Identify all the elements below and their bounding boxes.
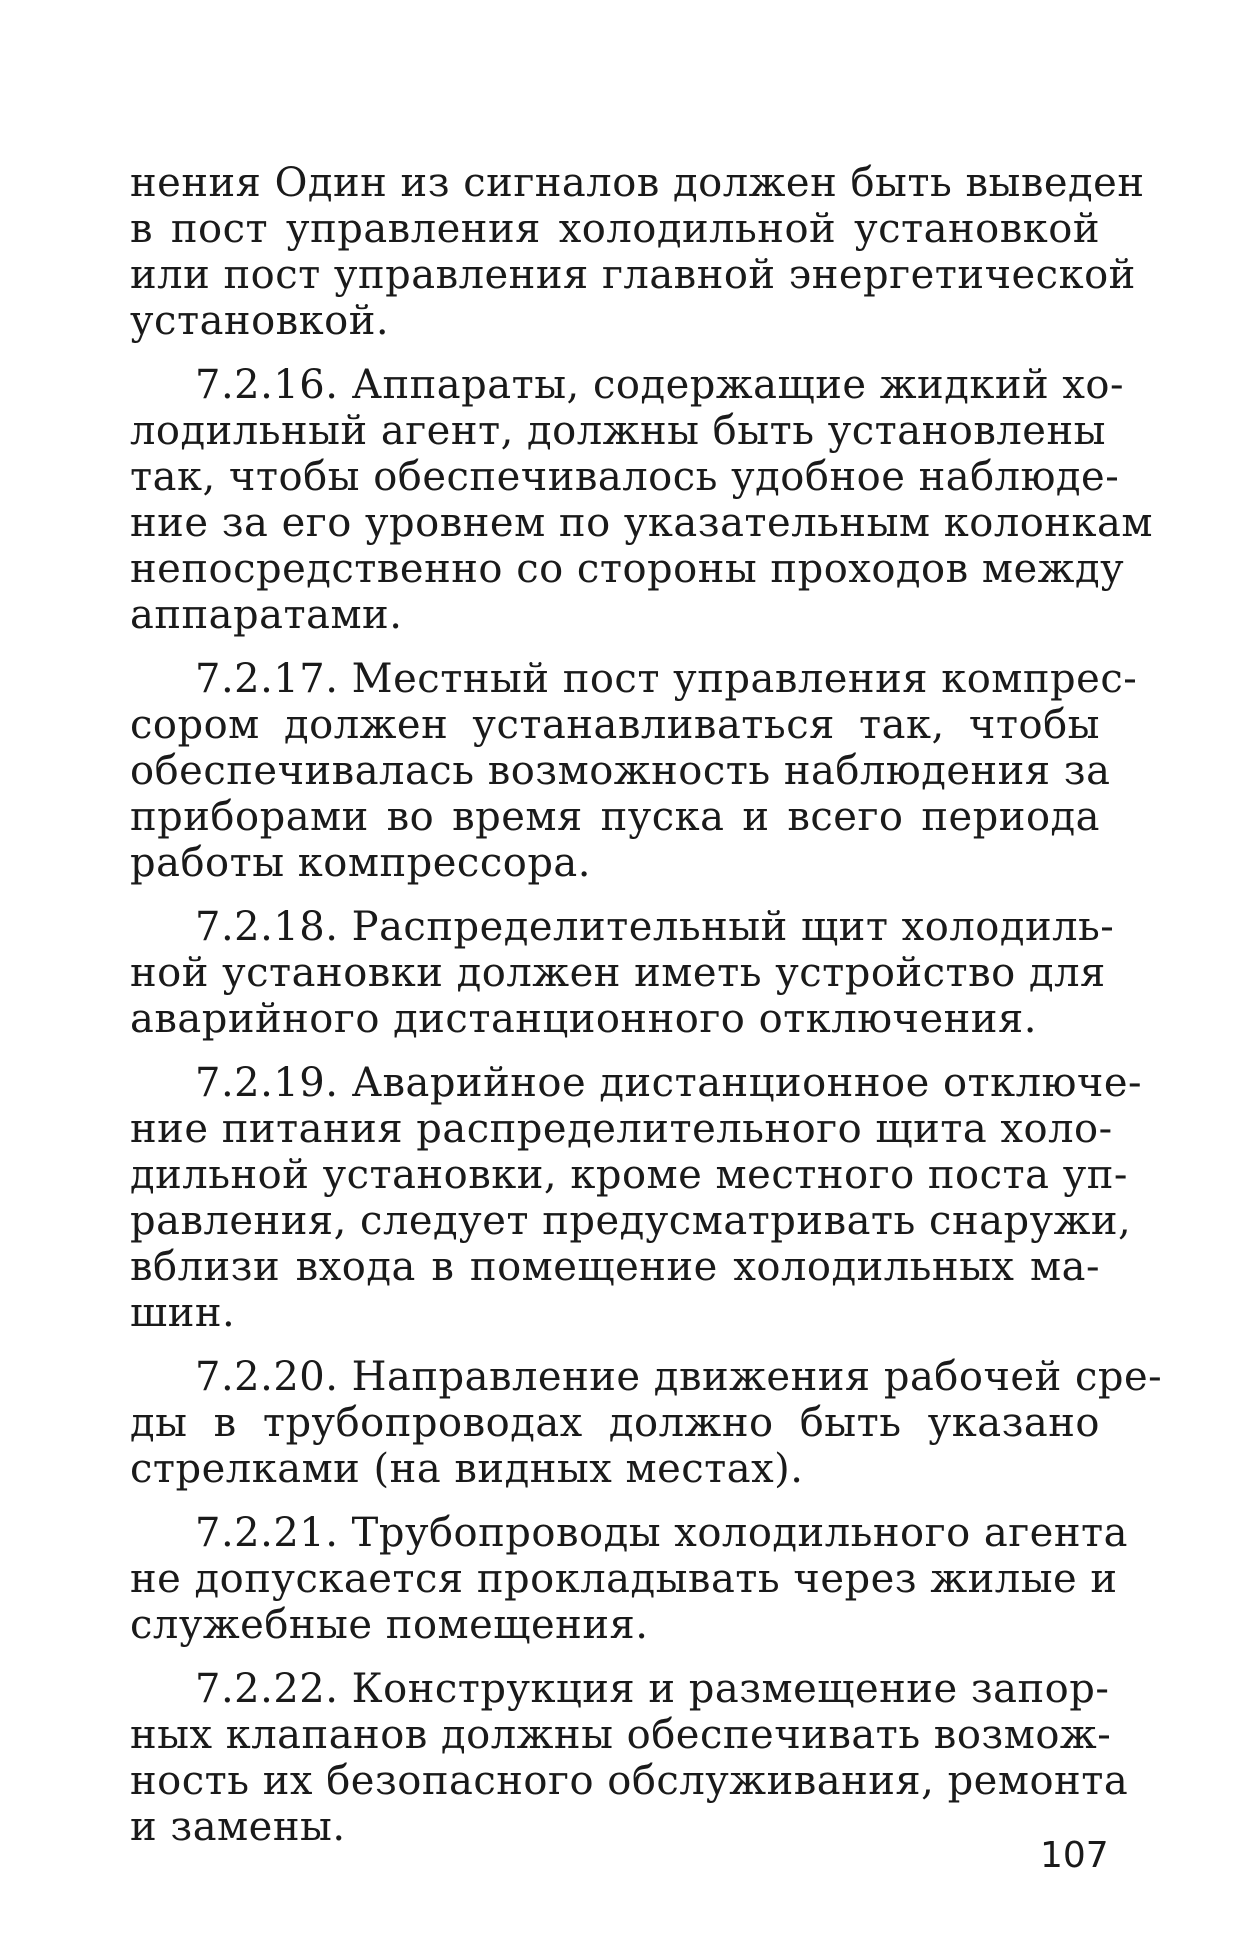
text-line: ды в трубопроводах должно быть указано [130,1400,1100,1446]
text-line: 7.2.21. Трубопроводы холодильного агента [195,1510,1128,1556]
text-line: 7.2.19. Аварийное дистанционное отключе- [195,1060,1143,1106]
text-line: равления, следует предусматривать снаружи, [130,1198,1132,1244]
paragraph-7-2-21 [130,1510,1128,1648]
text-line: аппаратами. [130,592,403,638]
paragraph-7-2-17 [130,656,1138,886]
text-line: шин. [130,1290,236,1336]
text-line: дильной установки, кроме местного поста уп- [130,1152,1128,1198]
paragraph-7-2-22 [130,1666,1129,1850]
paragraph-7-2-16 [130,362,1153,638]
text-line: так, чтобы обеспечивалось удобное наблюде- [130,454,1120,500]
paragraph-continuation [130,160,1145,344]
page-number: 107 [1040,1835,1109,1876]
text-line: и замены. [130,1804,346,1850]
text-line: ние за его уровнем по указательным колонкам [130,500,1153,546]
text-line: 7.2.16. Аппараты, содержащие жидкий хо- [195,362,1125,408]
text-line: в пост управления холодильной установкой [130,206,1100,252]
text-line: ние питания распределительного щита холо- [130,1106,1113,1152]
text-line: ность их безопасного обслуживания, ремонта [130,1758,1129,1804]
text-line: сором должен устанавливаться так, чтобы [130,702,1100,748]
text-line: работы компрессора. [130,840,591,886]
text-line: 7.2.17. Местный пост управления компрес- [195,656,1138,702]
paragraph-7-2-19 [130,1060,1143,1336]
document-body [130,160,1163,1868]
paragraph-7-2-18 [130,904,1115,1042]
text-line: не допускается прокладывать через жилые и [130,1556,1118,1602]
text-line: служебные помещения. [130,1602,649,1648]
text-line: нения Один из сигналов должен быть выведен [130,160,1145,206]
text-line: установкой. [130,298,390,344]
text-line: 7.2.20. Направление движения рабочей сре- [195,1354,1163,1400]
text-line: стрелками (на видных местах). [130,1446,804,1492]
text-line: обеспечивалась возможность наблюдения за [130,748,1111,794]
paragraph-7-2-20 [130,1354,1163,1492]
text-line: аварийного дистанционного отключения. [130,996,1037,1042]
text-line: или пост управления главной энергетической [130,252,1136,298]
text-line: вблизи входа в помещение холодильных ма- [130,1244,1100,1290]
text-line: непосредственно со стороны проходов между [130,546,1125,592]
text-line: ных клапанов должны обеспечивать возмож- [130,1712,1112,1758]
text-line: 7.2.18. Распределительный щит холодиль- [195,904,1115,950]
text-line: лодильный агент, должны быть установлены [130,408,1106,454]
text-line: приборами во время пуска и всего периода [130,794,1100,840]
text-line: 7.2.22. Конструкция и размещение запор- [195,1666,1110,1712]
text-line: ной установки должен иметь устройство для [130,950,1106,996]
